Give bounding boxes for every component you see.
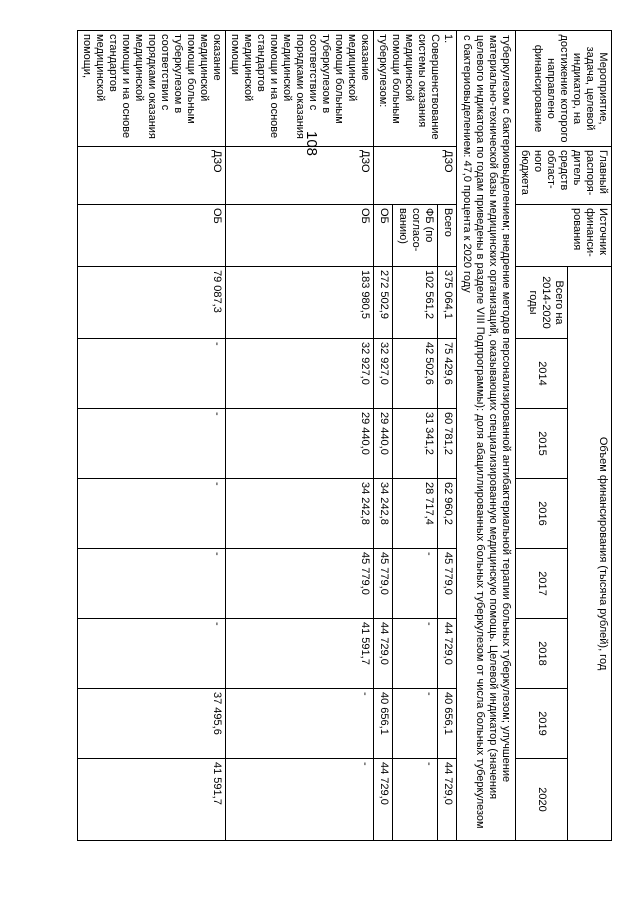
source-cell: Всего <box>438 205 457 267</box>
value-cell: 102 561,2 <box>392 267 438 339</box>
value-cell: 32 927,0 <box>374 339 393 409</box>
value-cell: - <box>392 689 438 759</box>
value-cell: 28 717,4 <box>392 479 438 549</box>
header-year: 2016 <box>516 479 568 549</box>
value-cell: 44 729,0 <box>438 759 457 841</box>
source-cell: ОБ <box>226 205 374 267</box>
value-cell: - <box>392 619 438 689</box>
value-cell: 79 087,3 <box>78 267 226 339</box>
source-cell: ОБ <box>78 205 226 267</box>
table-row <box>78 31 226 841</box>
value-cell: - <box>78 409 226 479</box>
value-cell: 29 440,0 <box>226 409 374 479</box>
value-cell: 272 502,9 <box>374 267 393 339</box>
value-cell: 45 779,0 <box>374 549 393 619</box>
value-cell: 31 341,2 <box>392 409 438 479</box>
source-cell: ФБ (по согласо-ванию) <box>392 205 438 267</box>
value-cell: 41 591,7 <box>226 619 374 689</box>
manager-cell: ДЗО <box>78 147 226 205</box>
value-cell: 34 242,8 <box>374 479 393 549</box>
value-cell: 44 729,0 <box>438 619 457 689</box>
header-total: Всего на 2014-2020 годы <box>516 267 568 339</box>
value-cell: 29 440,0 <box>374 409 393 479</box>
value-cell: 183 980,5 <box>226 267 374 339</box>
header-year: 2015 <box>516 409 568 479</box>
event-cell: оказание медицинской помощи больным туберкулезом в соответствии с порядками оказания медицинской помощи и на основе стандартов медицинской помощи <box>226 31 374 147</box>
value-cell: 75 429,6 <box>438 339 457 409</box>
manager-cell: ДЗО <box>226 147 374 205</box>
header-year: 2020 <box>516 759 568 841</box>
value-cell: 41 591,7 <box>78 759 226 841</box>
header-year: 2014 <box>516 339 568 409</box>
funding-table <box>77 30 612 841</box>
value-cell: - <box>392 549 438 619</box>
value-cell: 62 960,2 <box>438 479 457 549</box>
source-cell: ОБ <box>374 205 393 267</box>
value-cell: - <box>226 759 374 841</box>
table-row <box>438 31 457 841</box>
value-cell: - <box>226 689 374 759</box>
manager-cell: ДЗО <box>374 147 457 205</box>
value-cell: 45 779,0 <box>226 549 374 619</box>
value-cell: 44 729,0 <box>374 759 393 841</box>
value-cell: - <box>78 479 226 549</box>
value-cell: - <box>392 759 438 841</box>
event-cell: оказание медицинской помощи больным туберкулезом в соответствии с порядками оказания медицинской помощи и на основе стандартов медицинской помощи, <box>78 31 226 147</box>
table-row <box>226 31 374 841</box>
value-cell: 60 781,2 <box>438 409 457 479</box>
header-event: Мероприятие, задача, целевой индикатор, на достижение которого направлено финансирование <box>516 31 612 147</box>
header-funding: Объем финансирования (тысяча рублей), год <box>568 267 612 841</box>
value-cell: 44 729,0 <box>374 619 393 689</box>
rotated-page <box>72 30 612 840</box>
value-cell: 34 242,8 <box>226 479 374 549</box>
value-cell: 32 927,0 <box>226 339 374 409</box>
value-cell: 40 656,1 <box>374 689 393 759</box>
value-cell: - <box>78 339 226 409</box>
value-cell: - <box>78 619 226 689</box>
value-cell: - <box>78 549 226 619</box>
value-cell: 375 064,1 <box>438 267 457 339</box>
value-cell: 45 779,0 <box>438 549 457 619</box>
header-year: 2017 <box>516 549 568 619</box>
value-cell: 40 656,1 <box>438 689 457 759</box>
page-number: 108 <box>303 130 321 157</box>
header-manager: Главный распоря-дитель средств област-ного бюджета <box>516 147 612 205</box>
description-text: туберкулезом с бактериовыделением; внедрение методов персонализированной антибактериальной терапии больных туберкулезом; улучшение материально-технической базы медицинских организаций, оказывающих специализированную медицинскую помощь. Целевой индикатор (значения целевого индикатора по годам приведены в разделе VIII Подпрограммы): доля абациллированных больных туберкулезом от числа больных туберкулезом с бактериовыделением: 47,0 процента к 2020 году <box>457 31 516 841</box>
header-source: Источник финанси-рования <box>516 205 612 267</box>
header-year: 2018 <box>516 619 568 689</box>
value-cell: 42 502,6 <box>392 339 438 409</box>
header-year: 2019 <box>516 689 568 759</box>
value-cell: 37 495,6 <box>78 689 226 759</box>
event-cell: 1. Совершенствование системы оказания медицинской помощи больным туберкулезом: <box>374 31 457 147</box>
